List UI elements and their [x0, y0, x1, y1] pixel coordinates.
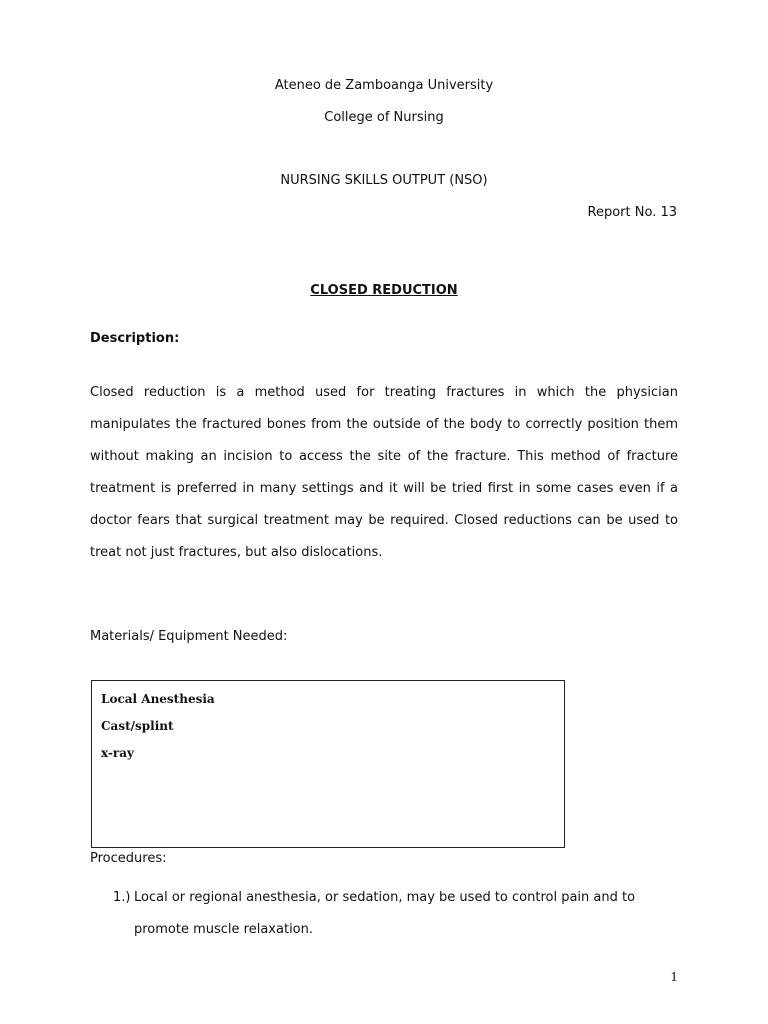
materials-box	[91, 680, 565, 848]
materials-item: Cast/splint	[101, 719, 174, 733]
page-number: 1	[670, 970, 678, 984]
college-name: College of Nursing	[324, 110, 444, 125]
materials-item: Local Anesthesia	[101, 692, 215, 706]
output-title: NURSING SKILLS OUTPUT (NSO)	[280, 173, 488, 188]
materials-label: Materials/ Equipment Needed:	[90, 629, 288, 644]
description-label: Description:	[90, 331, 180, 346]
materials-item: x-ray	[101, 746, 134, 760]
procedure-number: 1.)	[113, 890, 131, 905]
university-name: Ateneo de Zamboanga University	[274, 78, 494, 93]
description-paragraph: Closed reduction is a method used for treating fractures in which the physician manipulates the fractured bones from the outside of the body to correctly position them without making an incision to access the site of the fracture. This method of fracture treatment is preferred in many settings and it will be tried first in some cases even if a doctor fears that surgical treatment may be required. Closed reductions can be used to treat not just fractures, but also dislocations.	[90, 385, 678, 560]
document-title: CLOSED REDUCTION	[310, 283, 458, 298]
procedure-text: Local or regional anesthesia, or sedation, may be used to control pain and to promote muscle relaxation.	[134, 890, 636, 937]
report-number: Report No. 13	[587, 205, 677, 220]
materials-list	[101, 686, 215, 767]
procedures-label: Procedures:	[90, 851, 167, 866]
